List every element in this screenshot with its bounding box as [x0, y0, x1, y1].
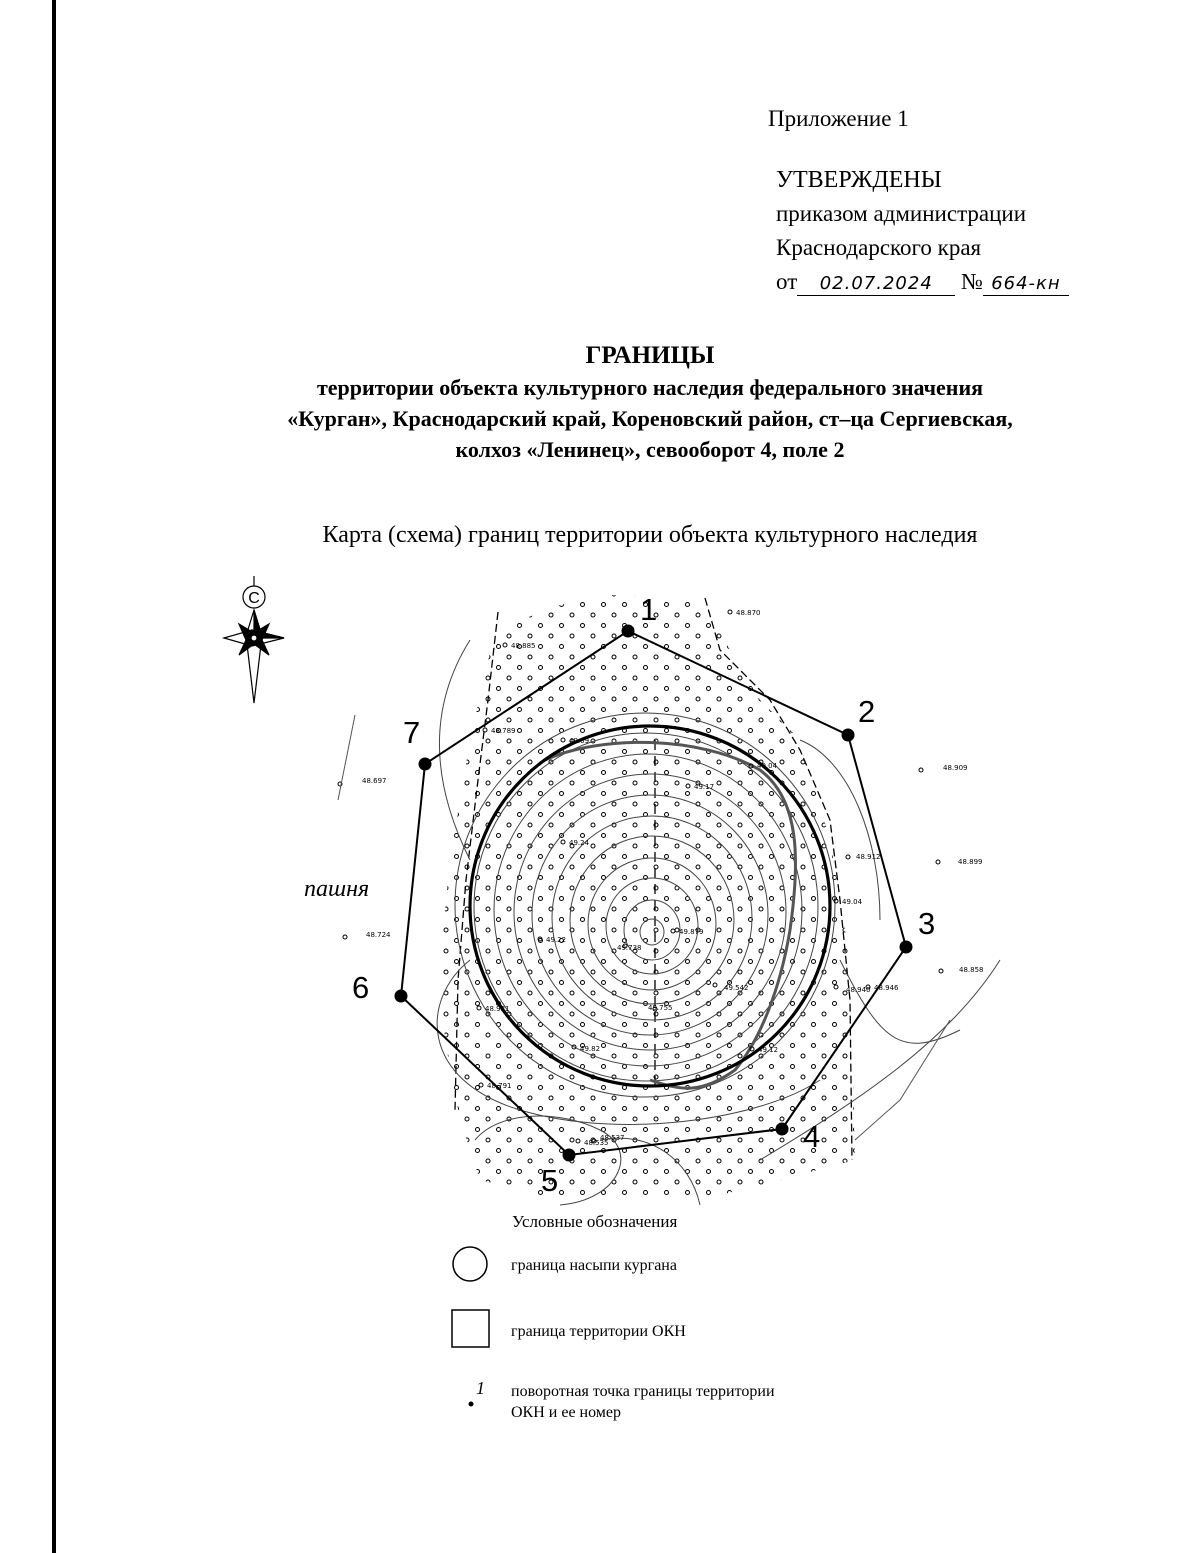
- point-label-7: 7: [403, 715, 421, 750]
- elevation-label: 48.870: [736, 609, 761, 617]
- elevation-label: 49.755: [648, 1004, 673, 1012]
- elevation-label: 48.697: [362, 777, 387, 785]
- approved-line-1: приказом администрации: [776, 201, 1027, 226]
- legend-item-turning-point: [511, 1381, 775, 1423]
- turning-point-5: [563, 1149, 576, 1162]
- turning-point-4: [776, 1123, 789, 1136]
- elevation-label: 48.885: [511, 642, 536, 650]
- legend-point-label-1: поворотная точка границы территории: [511, 1383, 775, 1400]
- elevation-label: 49.738: [617, 944, 642, 952]
- turning-point-2: [842, 729, 855, 742]
- elevation-label: 49.17: [694, 783, 715, 791]
- elevation-label: 48.909: [943, 764, 968, 772]
- point-label-2: 2: [858, 694, 876, 729]
- order-date: 02.07.2024: [797, 273, 955, 296]
- elevation-label: 49.04: [842, 898, 863, 906]
- point-label-4: 4: [803, 1119, 821, 1154]
- elevation-label: 48.858: [959, 966, 984, 974]
- appendix-label: Приложение 1: [768, 106, 909, 131]
- elevation-label: 48.912: [856, 853, 881, 861]
- legend-circle-symbol: [453, 1247, 487, 1281]
- number-prefix: №: [961, 269, 983, 294]
- legend-title: Условные обозначения: [512, 1212, 678, 1231]
- elevation-label: 49.22: [546, 936, 567, 944]
- title-line-1: территории объекта культурного наследия федерального значения: [316, 375, 984, 400]
- turning-point-3: [900, 941, 913, 954]
- legend-point-number: 1: [476, 1378, 485, 1398]
- turning-point-7: [419, 758, 432, 771]
- elevation-label: 48.946: [874, 984, 899, 992]
- elevation-label: 48.791: [487, 1082, 512, 1090]
- title-main: ГРАНИЦЫ: [585, 342, 715, 369]
- legend-square-symbol: [452, 1310, 489, 1347]
- approved-line-2: Краснодарского края: [776, 235, 982, 260]
- map-caption: Карта (схема) границ территории объекта культурного наследия: [322, 522, 978, 548]
- north-letter: С: [248, 590, 260, 607]
- turning-point-1: [622, 625, 635, 638]
- elevation-label: 49.82: [580, 1045, 601, 1053]
- elevation-label: 48.931: [485, 1005, 510, 1013]
- point-label-5: 5: [541, 1163, 559, 1198]
- elevation-label: 49.24: [569, 839, 590, 847]
- elevation-label: 49.542: [724, 984, 749, 992]
- elevation-label: 49.04: [757, 762, 778, 770]
- elevation-label: 49.879: [679, 928, 704, 936]
- north-arrow-compass: [224, 576, 284, 703]
- turning-point-6: [395, 990, 408, 1003]
- elevation-label: 48.940: [846, 986, 871, 994]
- elevation-label: 49.12: [758, 1046, 779, 1054]
- elevation-label: 48.789: [491, 727, 516, 735]
- field-label: пашня: [304, 876, 370, 902]
- title-line-3: колхоз «Ленинец», севооборот 4, поле 2: [455, 437, 845, 462]
- elevation-label: 48.535: [584, 1139, 609, 1147]
- point-label-3: 3: [918, 906, 936, 941]
- legend-item-territory: граница территории ОКН: [511, 1323, 686, 1340]
- elevation-label: 48.899: [958, 858, 983, 866]
- elevation-label: 49.09: [569, 737, 590, 745]
- from-prefix: от: [776, 269, 798, 294]
- elevation-label: 48.724: [366, 931, 391, 939]
- legend-item-mound: граница насыпи кургана: [511, 1257, 677, 1274]
- approved-heading: УТВЕРЖДЕНЫ: [776, 167, 942, 193]
- point-label-1: 1: [640, 592, 658, 627]
- legend-point-label-2: ОКН и ее номер: [511, 1404, 622, 1421]
- elevation-label: 48.537: [600, 1134, 625, 1142]
- order-number: 664-кн: [983, 273, 1069, 296]
- legend-point-symbol: [469, 1402, 474, 1407]
- point-label-6: 6: [352, 970, 370, 1005]
- title-line-2: «Курган», Краснодарский край, Кореновский район, ст–ца Сергиевская,: [287, 406, 1013, 431]
